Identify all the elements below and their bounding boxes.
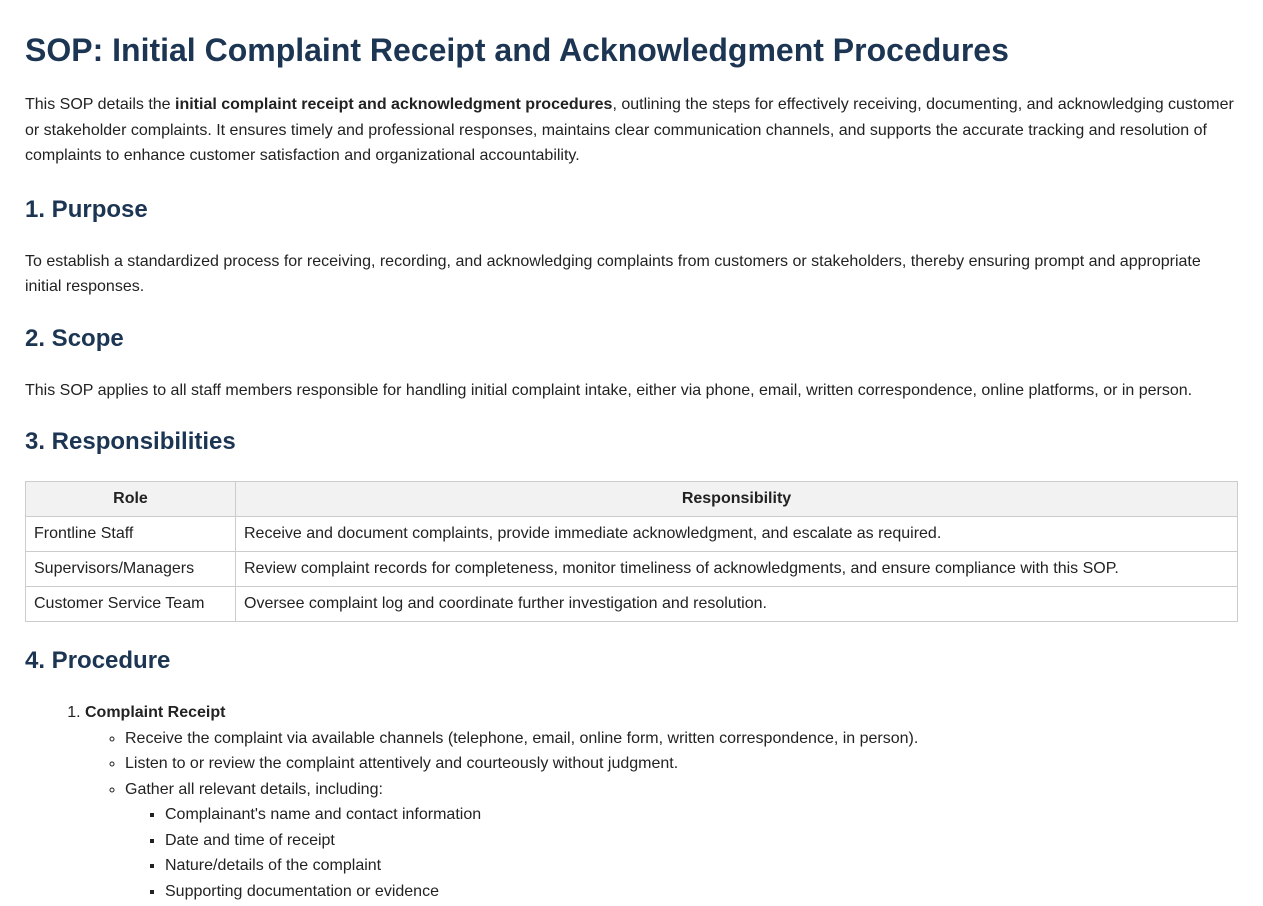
procedure-heading: 4. Procedure <box>25 647 171 674</box>
procedure-steps-list <box>25 700 1238 904</box>
role-cell: Frontline Staff <box>26 517 236 552</box>
intro-bold-text: initial complaint receipt and acknowledgment procedures <box>175 96 613 113</box>
responsibilities-table <box>25 481 1238 622</box>
list-item: ◦ Listen to or review the complaint attentively and courteously without judgment. <box>125 751 1238 777</box>
table-row <box>26 552 1238 587</box>
scope-heading: 2. Scope <box>25 324 124 352</box>
intro-paragraph <box>25 92 1238 169</box>
details-list <box>125 802 1238 904</box>
role-cell: Customer Service Team <box>26 587 236 622</box>
intro-text-start: This SOP details the <box>25 96 175 113</box>
list-item: ▪ Date and time of receipt <box>165 828 1238 854</box>
list-item: ▪ Supporting documentation or evidence <box>165 879 1238 905</box>
list-item: ▪ Nature/details of the complaint <box>165 853 1238 879</box>
responsibility-cell: Review complaint records for completeness, monitor timeliness of acknowledgments, and ensure compliance with this SOP. <box>236 552 1238 587</box>
intro-text-end: , outlining the steps for effectively receiving, documenting, and acknowledging customer or stakeholder complaints. It ensures timely and professional responses, maintains clear communication channels, and supports the accurate tracking and resolution of complaints to enhance customer satisfaction and organizational accountability. <box>25 96 1234 164</box>
list-item: ▪ Complainant's name and contact information <box>165 802 1238 828</box>
procedure-substeps-list <box>85 726 1238 905</box>
scope-text: This SOP applies to all staff members responsible for handling initial complaint intake, either via phone, email, written correspondence, online platforms, or in person. <box>25 381 1193 399</box>
responsibility-cell: Oversee complaint log and coordinate further investigation and resolution. <box>236 587 1238 622</box>
table-header-row <box>26 482 1238 517</box>
list-item: ◦ Receive the complaint via available channels (telephone, email, online form, written correspondence, in person). <box>125 726 1238 752</box>
procedure-step <box>85 700 1238 904</box>
table-row <box>26 587 1238 622</box>
list-item <box>125 777 1238 905</box>
list-item-text: Gather all relevant details, including: <box>125 780 383 798</box>
purpose-heading: 1. Purpose <box>25 195 148 223</box>
table-row <box>26 517 1238 552</box>
responsibility-cell: Receive and document complaints, provide immediate acknowledgment, and escalate as required. <box>236 517 1238 552</box>
page-title: SOP: Initial Complaint Receipt and Acknowledgment Procedures <box>25 32 1009 68</box>
column-header-responsibility: Responsibility <box>236 482 1238 517</box>
role-cell: Supervisors/Managers <box>26 552 236 587</box>
procedure-step-title: Complaint Receipt <box>85 704 226 721</box>
purpose-text: To establish a standardized process for receiving, recording, and acknowledging complaints from customers or stakeholders, thereby ensuring prompt and appropriate initial responses. <box>25 252 1201 295</box>
column-header-role: Role <box>26 482 236 517</box>
responsibilities-heading: 3. Responsibilities <box>25 428 236 455</box>
